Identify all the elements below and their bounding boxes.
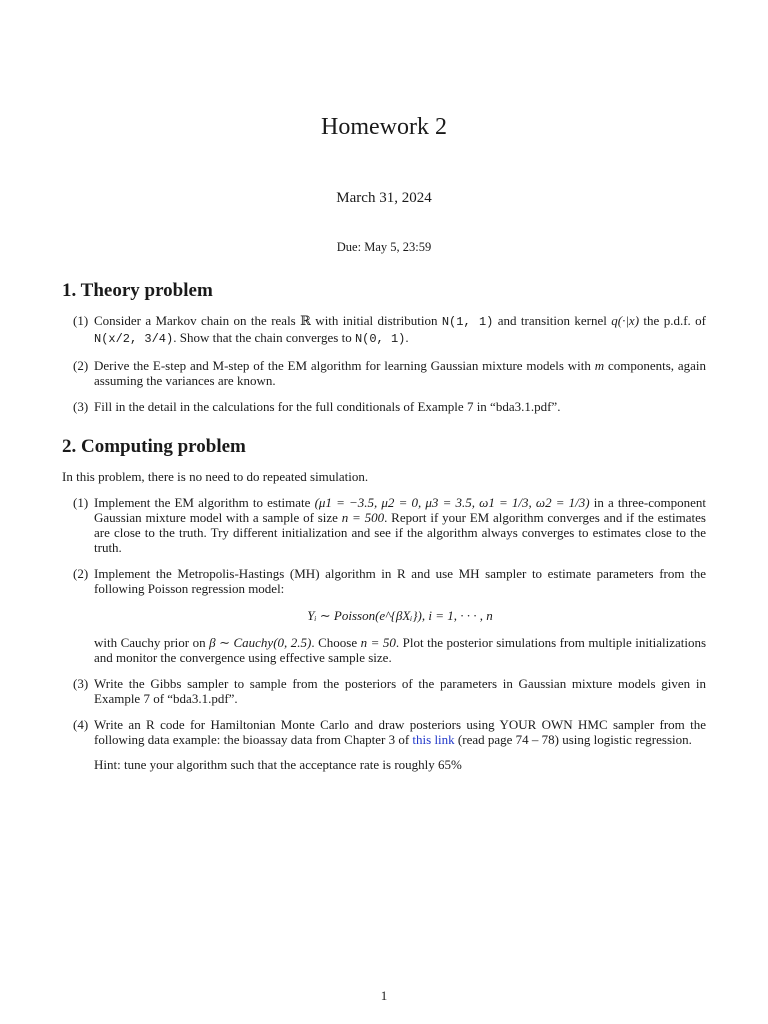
item-text: in a three-component Gaussian mixture model with a sample of size (94, 495, 706, 525)
item-text: Implement the Metropolis-Hastings (MH) algorithm in R and use MH sampler to estimate parameters from the following Poisson regression model: (94, 566, 706, 596)
item-text: components, again assuming the variances are known. (94, 358, 707, 388)
item-text: with Cauchy prior on (94, 635, 210, 650)
math-expr: n = 50 (360, 635, 396, 650)
bda-book-link[interactable]: this link (412, 732, 455, 747)
item-number: (3) (73, 676, 89, 691)
item-text: Write an R code for Hamiltonian Monte Carlo and draw posteriors using YOUR OWN HMC sampler from the following data example: the bioassay data from Chapter 3 of (94, 717, 706, 747)
item-text: . Show that the chain converges to (173, 330, 355, 345)
item-text: Write the Gibbs sampler to sample from the posteriors of the parameters in Gaussian mixture models given in Example 7 of “bda3.1.pdf”. (94, 676, 706, 706)
theory-problem-list (62, 313, 706, 425)
item-text: Implement the EM algorithm to estimate (94, 495, 315, 510)
item-text: (read page 74 – 78) using logistic regression. (454, 732, 692, 747)
item-text: . Report if your EM algorithm converges and if the estimates are close to the truth. Try different initialization and see if the algorithm always converges to estimates close to the truth. (94, 510, 706, 555)
item-text: Consider a Markov chain on the reals ℝ with initial distribution (94, 313, 442, 328)
section-heading-computing: 2. Computing problem (62, 436, 246, 457)
item-number: (3) (73, 399, 89, 414)
item-text: the p.d.f. of (639, 313, 706, 328)
hint-text: Hint: tune your algorithm such that the acceptance rate is roughly 65% (94, 757, 462, 772)
math-expr: N(1, 1) (441, 315, 494, 329)
item-text: and transition kernel (493, 313, 612, 328)
section-intro: In this problem, there is no need to do repeated simulation. (62, 469, 369, 484)
math-expr: q(·|x) (611, 313, 640, 328)
list-item (62, 566, 706, 665)
item-number: (4) (73, 717, 89, 732)
computing-problem-list (62, 495, 706, 783)
item-text: Fill in the detail in the calculations for the full conditionals of Example 7 in “bda3.1.pdf”. (94, 399, 561, 414)
list-item (62, 399, 706, 414)
item-number: (2) (73, 566, 89, 581)
item-text: . Choose (311, 635, 361, 650)
list-item (62, 495, 706, 555)
math-expr: m (594, 358, 605, 373)
list-item (62, 717, 706, 772)
item-number: (1) (73, 313, 89, 328)
math-expr: β ∼ Cauchy(0, 2.5) (209, 635, 312, 650)
due-date: Due: May 5, 23:59 (336, 240, 432, 254)
math-expr: n = 500 (341, 510, 385, 525)
item-text: Derive the E-step and M-step of the EM algorithm for learning Gaussian mixture models with (94, 358, 595, 373)
list-item (62, 358, 706, 388)
list-item (62, 313, 706, 347)
math-expr: N(x/2, 3/4) (94, 332, 174, 346)
math-expr: N(0, 1) (354, 332, 406, 346)
item-number: (1) (73, 495, 89, 510)
document-title: Homework 2 (321, 114, 447, 140)
page-number: 1 (380, 988, 388, 1003)
section-heading-theory: 1. Theory problem (62, 280, 213, 301)
display-equation: Yᵢ ∼ Poisson(e^{βXᵢ}), i = 1, · · · , n (307, 608, 493, 623)
item-number: (2) (73, 358, 89, 373)
list-item (62, 676, 706, 706)
item-text: . Plot the posterior simulations from multiple initializations and monitor the convergence using effective sample size. (94, 635, 707, 665)
document-date: March 31, 2024 (336, 190, 432, 206)
math-expr: (μ1 = −3.5, μ2 = 0, μ3 = 3.5, ω1 = 1/3, ω2 = 1/3) (314, 495, 590, 510)
item-text: . (405, 330, 409, 345)
